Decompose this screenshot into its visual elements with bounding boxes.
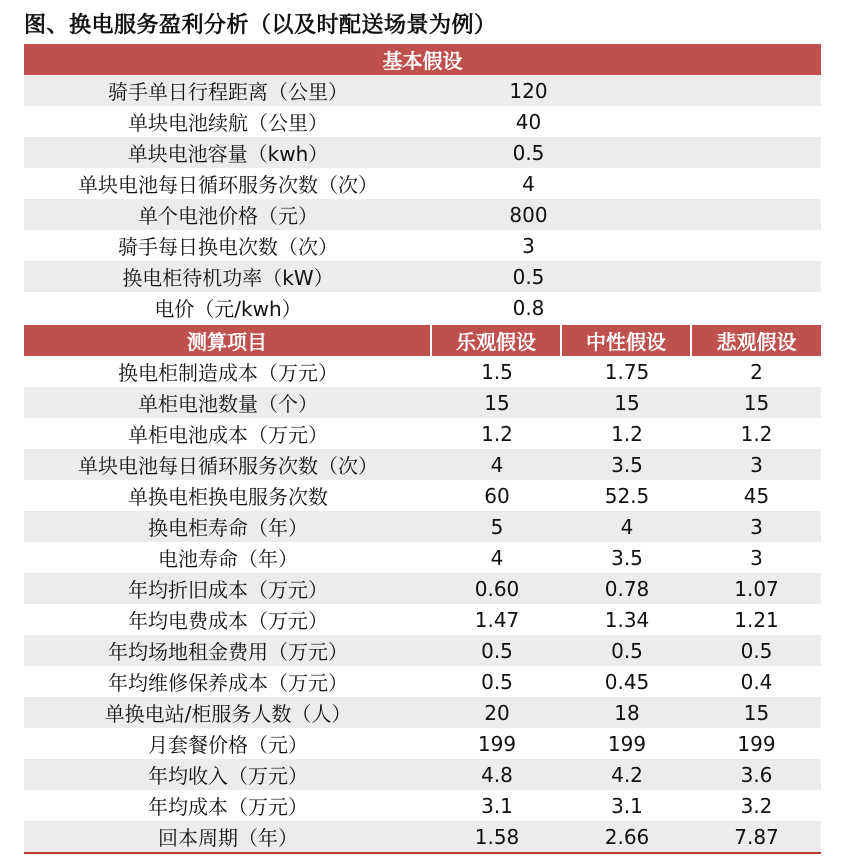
calc-neutral-value: 18 — [614, 700, 640, 725]
calc-row-label: 年均折旧成本（万元） — [128, 578, 328, 602]
calc-optimistic-value: 1.47 — [474, 607, 520, 632]
calc-optimistic-value: 0.5 — [481, 669, 513, 694]
calc-pessimistic-value: 1.07 — [734, 576, 779, 601]
calc-pessimistic-value: 3.2 — [740, 793, 773, 818]
calc-optimistic-value: 1.5 — [481, 359, 513, 384]
calc-header — [24, 325, 821, 356]
calc-optimistic-value: 1.58 — [474, 824, 520, 849]
calc-row-label: 年均维修保养成本（万元） — [108, 671, 348, 695]
basic-row-label: 单块电池续航（公里） — [128, 111, 328, 135]
calc-neutral-value: 15 — [614, 390, 640, 415]
calc-row — [24, 480, 821, 511]
calc-pessimistic-value: 3 — [750, 514, 763, 539]
figure-title: 图、换电服务盈利分析（以及时配送场景为例） — [24, 13, 497, 38]
calc-row-label: 单换电站/柜服务人数（人） — [104, 702, 352, 726]
calc-optimistic-value: 4.8 — [481, 762, 513, 787]
profit-analysis-table — [24, 44, 821, 854]
calc-neutral-value: 3.5 — [611, 452, 643, 477]
calc-row — [24, 387, 821, 418]
basic-assumptions-body — [24, 75, 821, 323]
basic-row-label: 单块电池容量（kwh） — [127, 142, 329, 166]
calc-row-label: 年均收入（万元） — [148, 764, 308, 788]
calc-pessimistic-value: 15 — [743, 700, 770, 725]
calc-row — [24, 728, 821, 759]
calc-row — [24, 356, 821, 387]
calc-pessimistic-value: 0.5 — [740, 638, 773, 663]
calc-row — [24, 635, 821, 666]
basic-row-label: 骑手每日换电次数（次） — [118, 235, 338, 259]
basic-row-value: 4 — [522, 171, 535, 196]
basic-assumptions-header — [24, 44, 821, 75]
calc-row — [24, 511, 821, 542]
calc-row — [24, 697, 821, 728]
calc-row — [24, 573, 821, 604]
basic-row-value: 40 — [515, 109, 542, 134]
calc-optimistic-value: 3.1 — [481, 793, 513, 818]
basic-row-value: 0.8 — [512, 295, 545, 320]
calc-pessimistic-value: 3.6 — [740, 762, 773, 787]
calc-row-label: 月套餐价格（元） — [148, 733, 308, 757]
calc-optimistic-value: 0.60 — [474, 576, 520, 601]
calc-pessimistic-value: 1.2 — [740, 421, 773, 446]
calc-row — [24, 759, 821, 790]
calc-header-optimistic: 乐观假设 — [432, 325, 562, 356]
basic-row-label: 单个电池价格（元） — [138, 204, 318, 228]
basic-row — [24, 75, 821, 106]
calc-optimistic-value: 4 — [490, 545, 504, 570]
basic-row — [24, 199, 821, 230]
calc-neutral-value: 1.34 — [604, 607, 650, 632]
calc-header-pessimistic: 悲观假设 — [716, 330, 797, 354]
calc-pessimistic-value: 3 — [750, 452, 763, 477]
basic-row-value: 0.5 — [512, 140, 545, 165]
calc-pessimistic-value: 199 — [737, 731, 776, 756]
calc-row-label: 年均电费成本（万元） — [128, 609, 328, 633]
calc-pessimistic-value: 1.21 — [734, 607, 779, 632]
calc-row — [24, 666, 821, 697]
calc-optimistic-value: 0.5 — [481, 638, 513, 663]
calc-pessimistic-value: 15 — [743, 390, 770, 415]
basic-row-value: 3 — [522, 233, 535, 258]
calc-optimistic-value: 4 — [490, 452, 504, 477]
basic-row — [24, 168, 821, 199]
calc-neutral-value: 2.66 — [604, 824, 650, 849]
basic-header-label: 基本假设 — [382, 49, 463, 73]
basic-row — [24, 230, 821, 261]
basic-row-label: 换电柜待机功率（kW） — [122, 266, 334, 290]
calc-row — [24, 821, 821, 852]
basic-row — [24, 106, 821, 137]
calc-neutral-value: 199 — [607, 731, 647, 756]
calc-row-label: 换电柜制造成本（万元） — [118, 361, 338, 385]
calc-neutral-value: 1.75 — [604, 359, 650, 384]
calc-neutral-value: 52.5 — [604, 483, 650, 508]
calc-header-neutral: 中性假设 — [562, 325, 692, 356]
calc-row-label: 年均场地租金费用（万元） — [108, 640, 348, 664]
basic-row-label: 单块电池每日循环服务次数（次） — [78, 173, 378, 197]
calc-pessimistic-value: 2 — [750, 359, 763, 384]
basic-row-label: 电价（元/kwh） — [154, 297, 302, 321]
calc-row — [24, 604, 821, 635]
calc-pessimistic-value: 7.87 — [734, 824, 779, 849]
basic-row-value: 800 — [509, 202, 548, 227]
basic-row-label: 骑手单日行程距离（公里） — [108, 80, 348, 104]
calc-optimistic-value: 20 — [484, 700, 510, 725]
calc-header-item: 测算项目 — [24, 325, 432, 356]
calc-row-label: 年均成本（万元） — [148, 795, 308, 819]
basic-row-value: 120 — [509, 78, 548, 103]
calc-optimistic-value: 5 — [490, 514, 504, 539]
calc-row — [24, 790, 821, 821]
calc-neutral-value: 0.5 — [611, 638, 643, 663]
calc-row-label: 电池寿命（年） — [158, 547, 298, 571]
calc-optimistic-value: 1.2 — [481, 421, 513, 446]
basic-row-value: 0.5 — [512, 264, 545, 289]
calc-neutral-value: 0.45 — [604, 669, 650, 694]
calc-optimistic-value: 199 — [477, 731, 517, 756]
calc-row-label: 单柜电池成本（万元） — [128, 423, 328, 447]
calc-row-label: 单换电柜换电服务次数 — [128, 485, 328, 509]
calc-neutral-value: 3.5 — [611, 545, 643, 570]
calc-neutral-value: 0.78 — [604, 576, 650, 601]
calc-pessimistic-value: 45 — [743, 483, 770, 508]
basic-row — [24, 292, 821, 323]
calc-row-label: 单块电池每日循环服务次数（次） — [78, 454, 378, 478]
calc-neutral-value: 4.2 — [611, 762, 643, 787]
calc-row-label: 换电柜寿命（年） — [148, 516, 308, 540]
calc-pessimistic-value: 3 — [750, 545, 763, 570]
calc-optimistic-value: 15 — [484, 390, 510, 415]
basic-row — [24, 261, 821, 292]
calc-body — [24, 356, 821, 852]
calc-neutral-value: 1.2 — [611, 421, 643, 446]
calc-row — [24, 449, 821, 480]
basic-row — [24, 137, 821, 168]
calc-row — [24, 418, 821, 449]
calc-neutral-value: 3.1 — [611, 793, 643, 818]
calc-optimistic-value: 60 — [484, 483, 510, 508]
calc-row — [24, 542, 821, 573]
calc-row-label: 回本周期（年） — [158, 826, 298, 850]
calc-row-label: 单柜电池数量（个） — [138, 392, 318, 416]
calc-pessimistic-value: 0.4 — [740, 669, 773, 694]
calc-neutral-value: 4 — [620, 514, 634, 539]
